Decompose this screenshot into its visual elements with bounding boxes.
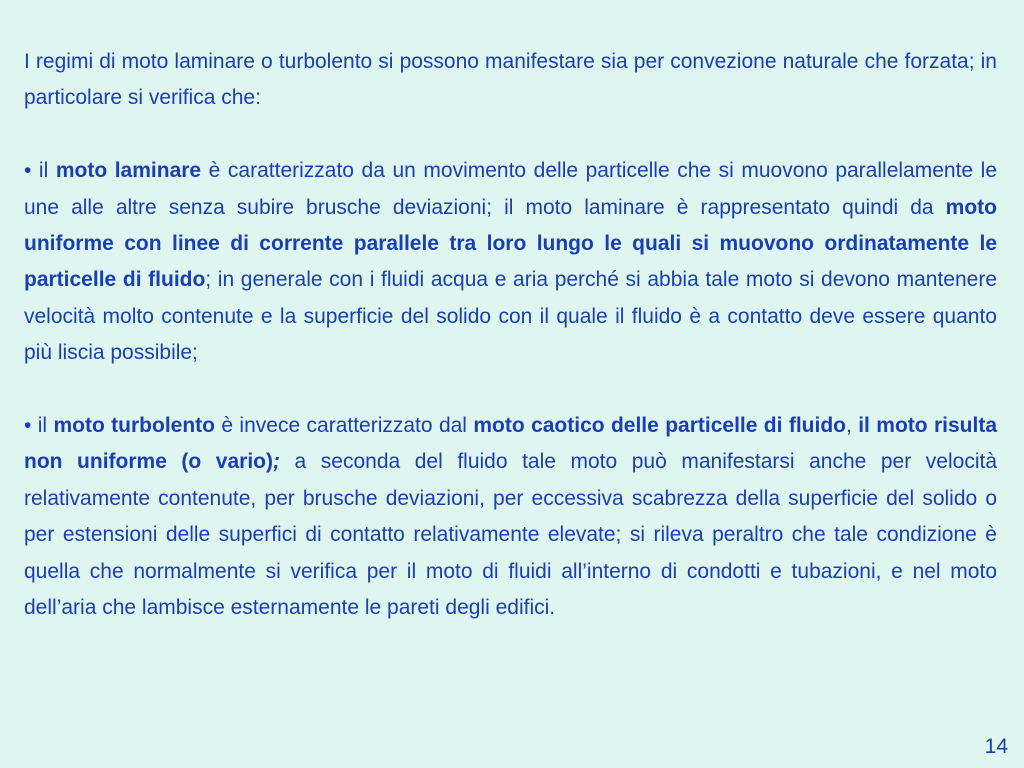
bullet: • — [24, 159, 32, 183]
text-run: è invece caratterizzato dal — [214, 414, 474, 438]
term-laminar-flow: moto laminare — [55, 159, 202, 183]
text-run: il — [31, 159, 56, 183]
text-run: ; in generale con i fluidi acqua e aria perché si abbia tale moto si devono mantenere velocità molto contenute e la superficie del solido con il quale il fluido è a contatto deve essere quanto più liscia possibile; — [24, 268, 997, 365]
text-run: , — [846, 414, 859, 438]
turbulent-definition-emphasis: moto caotico delle particelle di fluido — [473, 414, 846, 438]
term-turbulent-flow: moto turbolento — [53, 414, 215, 438]
text-run: è caratterizzato da un movimento delle particelle che si muovono parallelamente le une alle altre senza subire brusche deviazioni; il moto laminare è rappresentato quindi da — [24, 159, 997, 219]
bullet: • — [24, 414, 32, 438]
turbulent-flow-paragraph — [24, 408, 997, 626]
text-run: il — [31, 414, 54, 438]
laminar-definition-emphasis: moto uniforme con linee di corrente parallele tra loro lungo le quali si muovono ordinatamente le particelle di fluido — [24, 195, 997, 292]
intro-paragraph: I regimi di moto laminare o turbolento si possono manifestare sia per convezione naturale che forzata; in particolare si verifica che: — [24, 50, 997, 110]
page-number: 14 — [984, 735, 1008, 758]
slide-body — [24, 44, 997, 626]
semicolon-emphasis: ; — [273, 450, 280, 474]
text-run: a seconda del fluido tale moto può manifestarsi anche per velocità relativamente contenute, per brusche deviazioni, per eccessiva scabrezza della superficie del solido o per estensioni delle superfici di contatto relativamente elevate; si rileva peraltro che tale condizione è quella che normalmente si verifica per il moto di fluidi all’interno di condotti e tubazioni, e nel moto dell’aria che lambisce esternamente le pareti degli edifici. — [24, 450, 997, 620]
non-uniform-emphasis: il moto risulta non uniforme (o vario) — [24, 414, 997, 474]
laminar-flow-paragraph — [24, 153, 997, 371]
